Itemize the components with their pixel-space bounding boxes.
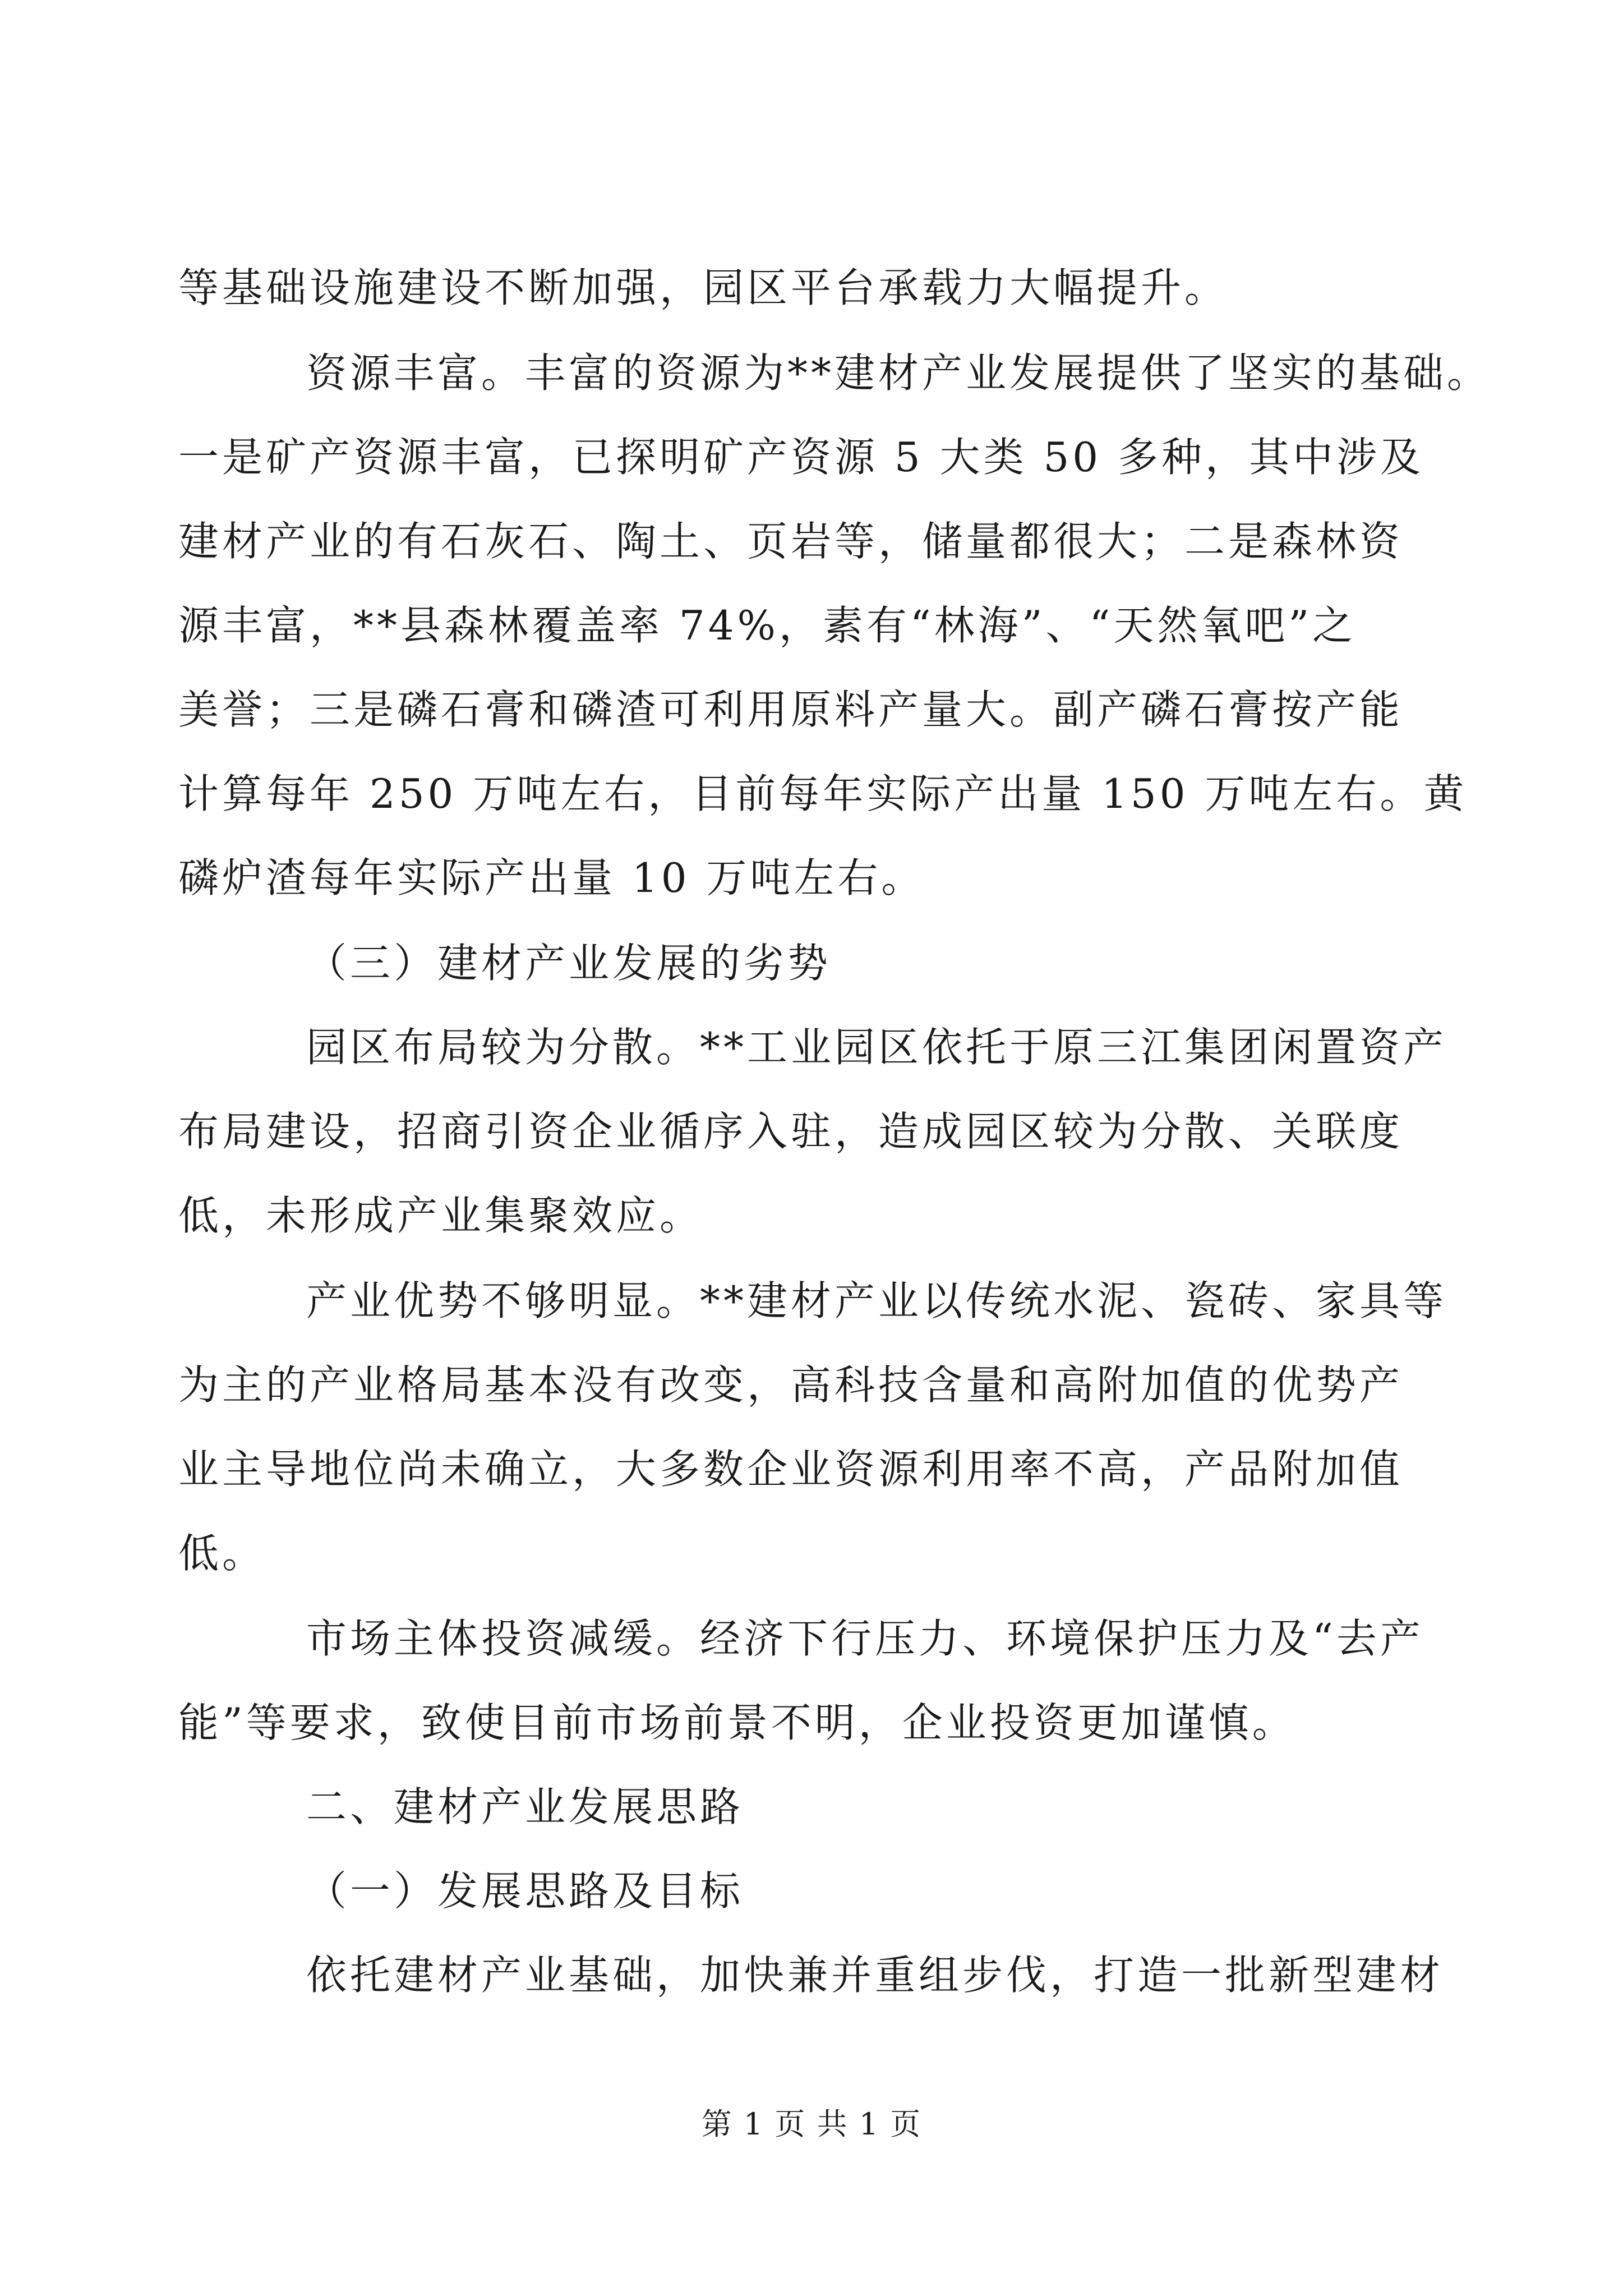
body-line: 一是矿产资源丰富，已探明矿产资源 5 大类 50 多种，其中涉及 [178, 434, 1424, 481]
body-line: 美誉；三是磷石膏和磷渣可利用原料产量大。副产磷石膏按产能 [178, 686, 1404, 733]
body-line: 低。 [178, 1530, 266, 1577]
body-line: 资源丰富。丰富的资源为**建材产业发展提供了坚实的基础。 [306, 349, 1491, 397]
section-heading: （一）发展思路及目标 [306, 1867, 744, 1915]
section-heading: （三）建材产业发展的劣势 [306, 940, 832, 987]
body-line: 源丰富，**县森林覆盖率 74%，素有“林海”、“天然氧吧”之 [178, 602, 1357, 649]
body-line: 等基础设施建设不断加强，园区平台承载力大幅提升。 [178, 264, 1229, 311]
body-line: 能”等要求，致使目前市场前景不明，企业投资更加谨慎。 [178, 1699, 1296, 1746]
body-line: 为主的产业格局基本没有改变，高科技含量和高附加值的优势产 [178, 1361, 1404, 1409]
body-line: 园区布局较为分散。**工业园区依托于原三江集团闲置资产 [306, 1024, 1447, 1071]
body-line: 低，未形成产业集聚效应。 [178, 1192, 704, 1239]
body-line: 依托建材产业基础，加快兼并重组步伐，打造一批新型建材 [306, 1952, 1444, 1999]
body-line: 磷炉渣每年实际产出量 10 万吨左右。 [178, 854, 925, 901]
body-line: 布局建设，招商引资企业循序入驻，造成园区较为分散、关联度 [178, 1108, 1404, 1155]
body-line: 市场主体投资减缓。经济下行压力、环境保护压力及“去产 [306, 1615, 1424, 1662]
body-line: 业主导地位尚未确立，大多数企业资源利用率不高，产品附加值 [178, 1446, 1404, 1493]
body-line: 建材产业的有石灰石、陶土、页岩等，储量都很大；二是森林资 [178, 518, 1404, 565]
body-line: 产业优势不够明显。**建材产业以传统水泥、瓷砖、家具等 [306, 1277, 1447, 1324]
section-heading: 二、建材产业发展思路 [306, 1783, 744, 1830]
page-footer: 第 1 页 共 1 页 [701, 2106, 922, 2142]
body-line: 计算每年 250 万吨左右，目前每年实际产出量 150 万吨左右。黄 [178, 770, 1468, 817]
